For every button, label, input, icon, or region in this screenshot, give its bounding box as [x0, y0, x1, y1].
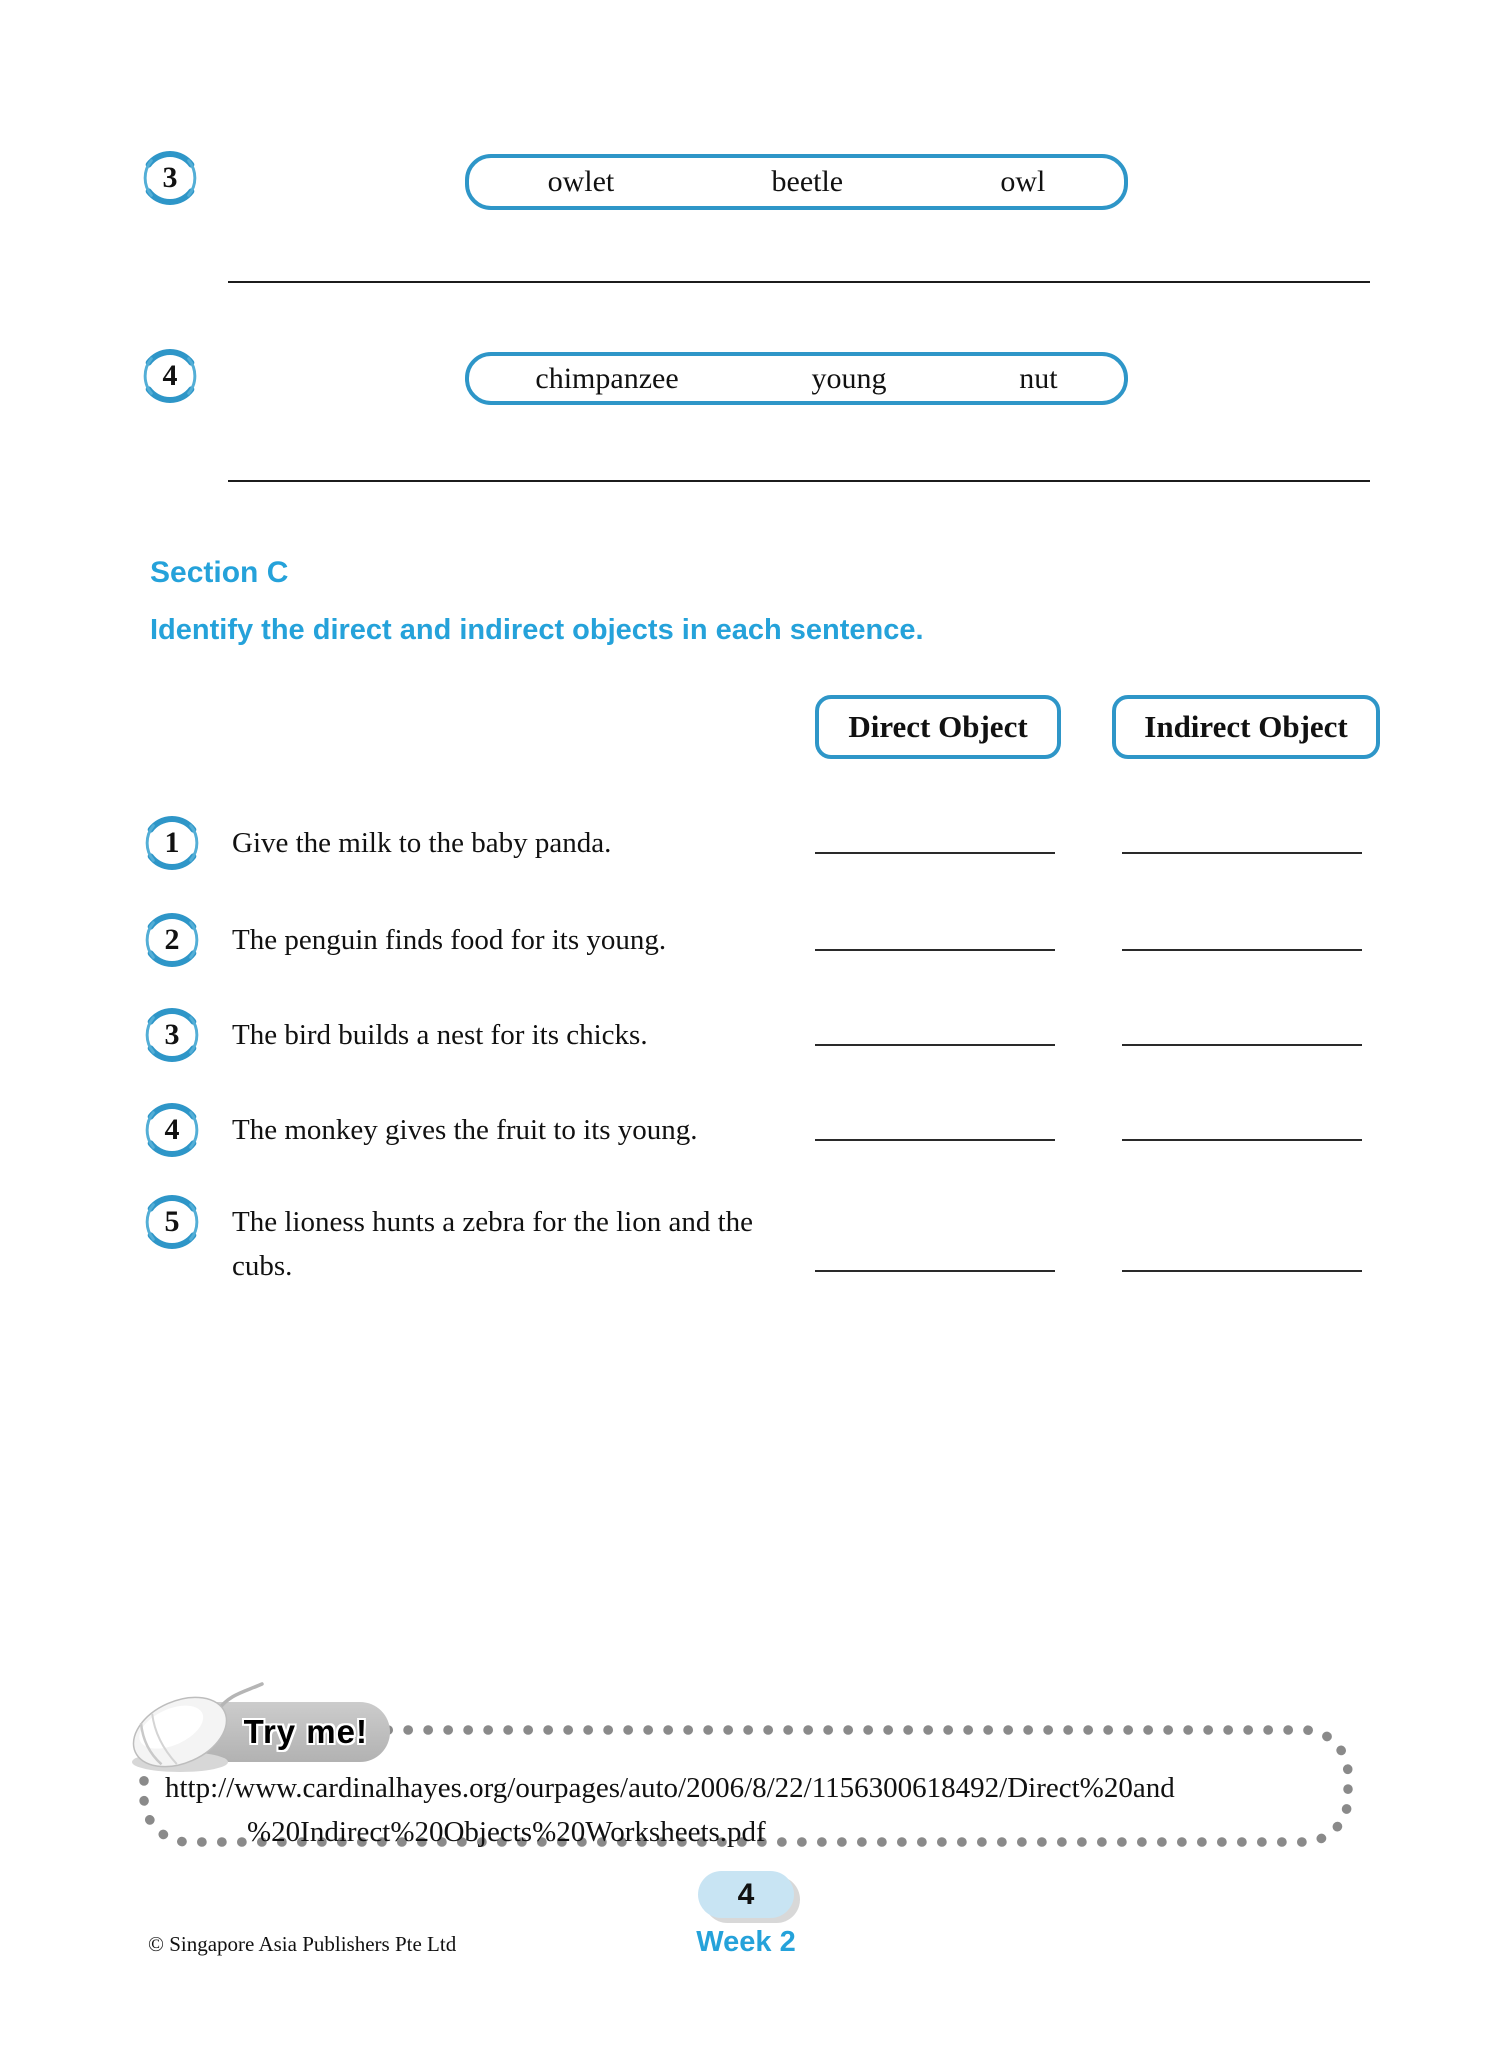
resource-url-line2[interactable]: %20Indirect%20Objects%20Worksheets.pdf — [247, 1816, 766, 1848]
word-option: young — [811, 361, 887, 395]
word-option: owlet — [547, 165, 615, 198]
try-me-label: Try me! — [243, 1713, 368, 1750]
indirect-object-blank — [1122, 949, 1362, 951]
question-number-badge — [140, 811, 204, 875]
word-option: chimpanzee — [535, 361, 679, 395]
resource-url-line1[interactable]: http://www.cardinalhayes.org/ourpages/auto/2006/8/22/1156300618492/Direct%20and — [165, 1772, 1175, 1804]
word-option: owl — [1000, 165, 1046, 198]
word-bank-box — [465, 352, 1128, 405]
question-number-badge — [140, 1003, 204, 1067]
question-number-badge — [140, 1190, 204, 1254]
question-number-badge — [138, 146, 202, 210]
column-header-direct-object — [815, 695, 1061, 759]
question-number-badge — [140, 1098, 204, 1162]
word-option: beetle — [771, 165, 844, 198]
question-sentence: The monkey gives the fruit to its young. — [232, 1114, 698, 1146]
copyright-text: © Singapore Asia Publishers Pte Ltd — [148, 1932, 457, 1956]
direct-object-blank — [815, 949, 1055, 951]
question-number: 1 — [164, 826, 180, 859]
question-number: 3 — [164, 1018, 180, 1051]
word-option: nut — [1019, 361, 1058, 395]
question-number-badge — [140, 908, 204, 972]
page-number-pill — [698, 1871, 794, 1918]
week-label: Week 2 — [696, 1926, 796, 1958]
question-number: 4 — [162, 359, 178, 392]
page-number: 4 — [737, 1877, 755, 1911]
question-sentence: The penguin finds food for its young. — [232, 924, 667, 956]
computer-mouse-icon — [118, 1680, 268, 1780]
question-sentence: The bird builds a nest for its chicks. — [232, 1019, 648, 1051]
indirect-object-blank — [1122, 1044, 1362, 1046]
question-number: 4 — [164, 1113, 180, 1146]
direct-object-blank — [815, 1044, 1055, 1046]
direct-object-blank — [815, 1270, 1055, 1272]
indirect-object-blank — [1122, 1139, 1362, 1141]
question-sentence: Give the milk to the baby panda. — [232, 827, 612, 859]
section-instruction: Identify the direct and indirect objects in each sentence. — [150, 614, 924, 646]
answer-line — [228, 480, 1370, 482]
word-bank-box — [465, 154, 1128, 210]
answer-line — [228, 281, 1370, 283]
section-title: Section C — [150, 556, 289, 589]
question-number: 5 — [164, 1205, 180, 1238]
column-header-label: Indirect Object — [1144, 709, 1348, 744]
indirect-object-blank — [1122, 1270, 1362, 1272]
column-header-label: Direct Object — [848, 709, 1028, 744]
indirect-object-blank — [1122, 852, 1362, 854]
question-number-badge — [138, 344, 202, 408]
question-number: 3 — [162, 161, 178, 194]
question-sentence: The lioness hunts a zebra for the lion and the cubs. — [232, 1206, 754, 1282]
question-number: 2 — [164, 923, 180, 956]
direct-object-blank — [815, 1139, 1055, 1141]
direct-object-blank — [815, 852, 1055, 854]
column-header-indirect-object — [1112, 695, 1380, 759]
